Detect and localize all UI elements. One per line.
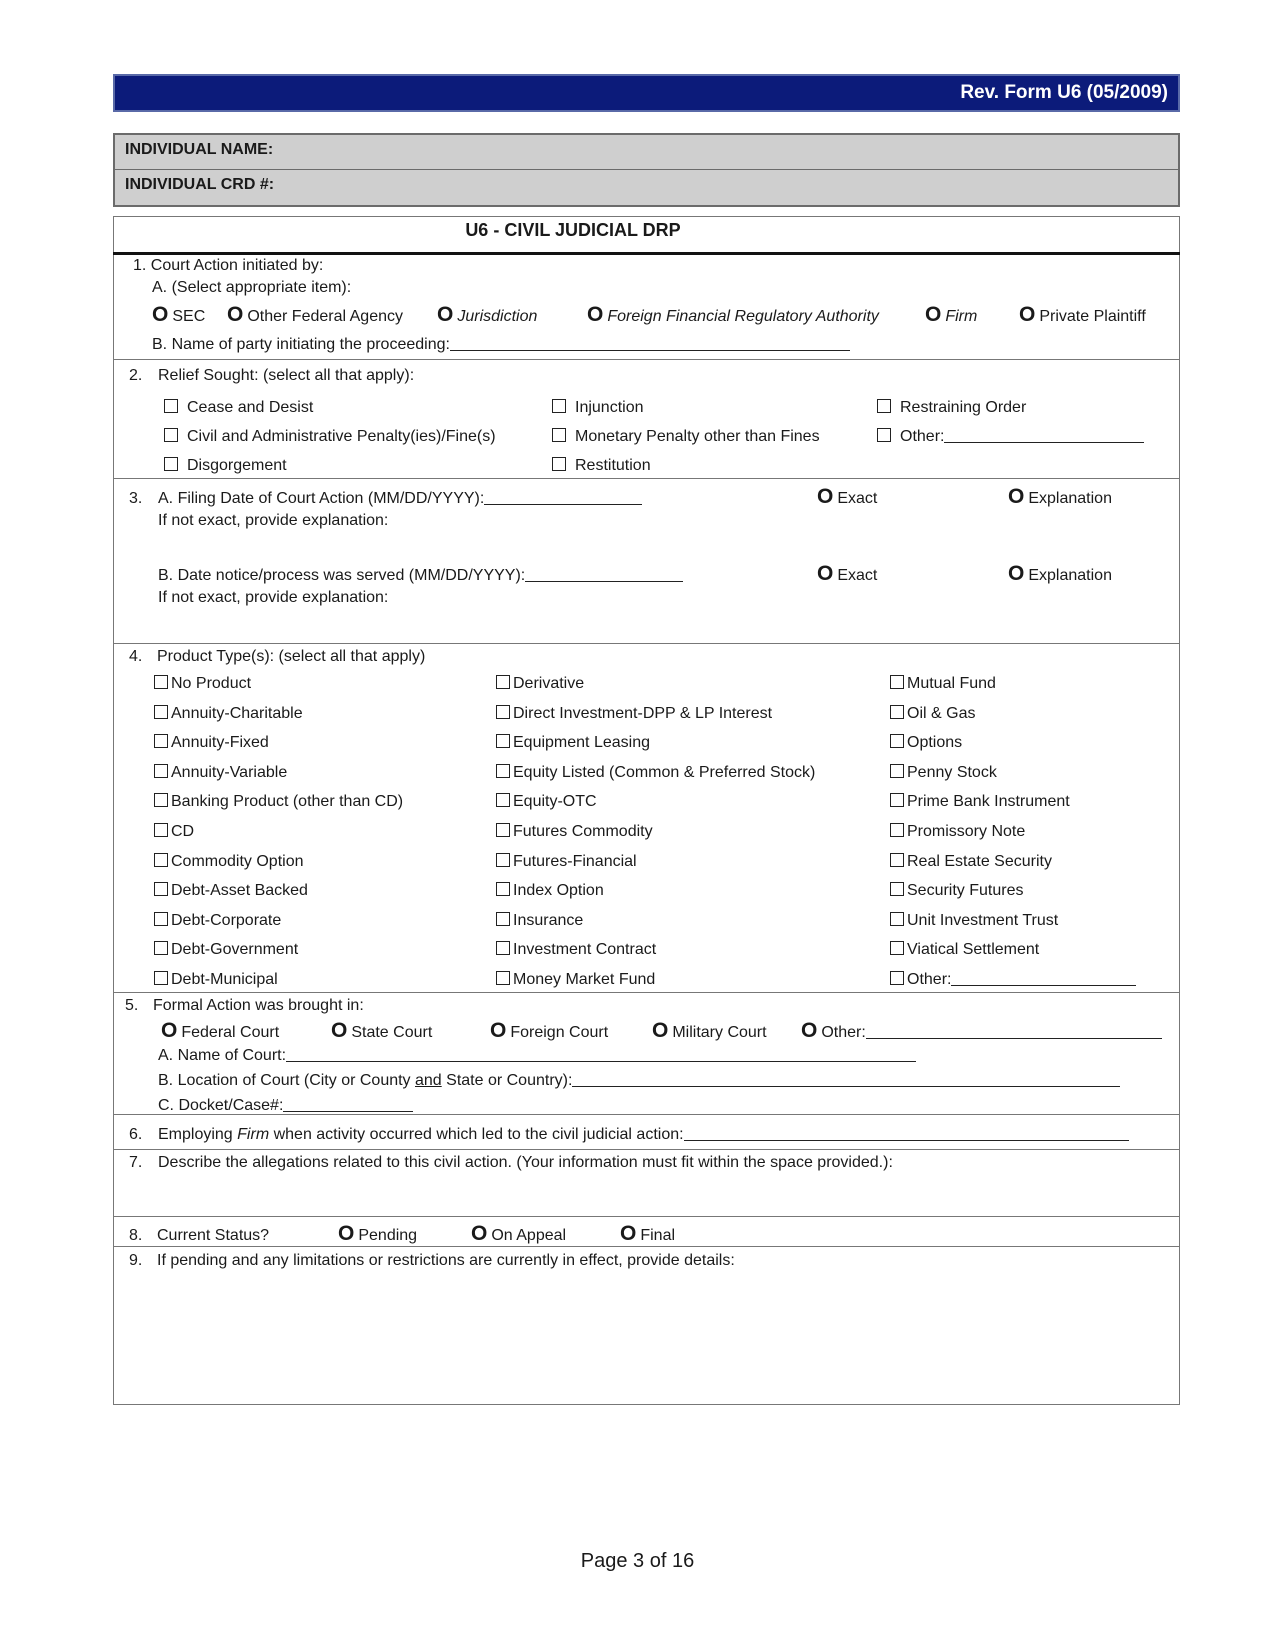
radio-label: Foreign Financial Regulatory Authority — [607, 308, 879, 325]
product-checkbox[interactable] — [154, 853, 304, 871]
radio-foreign-financial-regulatory-authority[interactable] — [587, 303, 879, 327]
checkbox-icon — [496, 705, 510, 719]
radio-label: Explanation — [1028, 567, 1112, 584]
checkbox-restraining-order[interactable] — [877, 399, 1026, 417]
radio-filing-explanation[interactable] — [1008, 485, 1112, 509]
radio-label: Private Plaintiff — [1039, 308, 1146, 325]
checkbox-icon — [154, 853, 168, 867]
q1-label: 1. Court Action initiated by: — [133, 257, 324, 274]
checkbox-label: Index Option — [513, 882, 604, 899]
product-checkbox[interactable] — [890, 941, 1039, 959]
checkbox-icon — [877, 428, 891, 442]
court-name-label: A. Name of Court: — [158, 1047, 287, 1064]
checkbox-icon — [890, 705, 904, 719]
radio-label: Firm — [945, 308, 978, 325]
q7-label: Describe the allegations related to this civil action. (Your information must fit within the space provided.): — [158, 1154, 893, 1171]
q6-label-firm: Firm — [237, 1126, 270, 1143]
q8-label: Current Status? — [157, 1227, 270, 1244]
radio-icon: O — [227, 303, 244, 326]
checkbox-label: Restitution — [575, 457, 651, 474]
checkbox-label: Commodity Option — [171, 853, 304, 870]
checkbox-label: Investment Contract — [513, 941, 657, 958]
radio-label: Exact — [837, 490, 878, 507]
allegations-textarea[interactable] — [118, 1178, 1173, 1212]
product-checkbox[interactable] — [890, 734, 962, 752]
product-checkbox[interactable] — [154, 734, 269, 752]
checkbox-icon — [496, 823, 510, 837]
product-checkbox[interactable] — [890, 971, 1136, 989]
radio-icon: O — [620, 1222, 637, 1245]
checkbox-icon — [496, 764, 510, 778]
radio-icon: O — [817, 485, 834, 508]
checkbox-label: Mutual Fund — [907, 675, 996, 692]
checkbox-label: Promissory Note — [907, 823, 1026, 840]
checkbox-icon — [496, 793, 510, 807]
radio-label: Jurisdiction — [457, 308, 538, 325]
checkbox-icon — [154, 941, 168, 955]
q5-label: Formal Action was brought in: — [153, 997, 364, 1014]
form-revision: Rev. Form U6 (05/2009) — [960, 82, 1168, 103]
checkbox-icon — [890, 764, 904, 778]
checkbox-icon — [877, 399, 891, 413]
radio-icon: O — [801, 1019, 818, 1042]
section-title: U6 - CIVIL JUDICIAL DRP — [465, 220, 681, 240]
checkbox-icon — [890, 675, 904, 689]
checkbox-label: Banking Product (other than CD) — [171, 793, 404, 810]
checkbox-label: Annuity-Variable — [171, 764, 288, 781]
radio-served-explanation[interactable] — [1008, 562, 1112, 586]
served-date-explain-label: If not exact, provide explanation: — [158, 589, 389, 606]
checkbox-label: Equity Listed (Common & Preferred Stock) — [513, 764, 816, 781]
court-location-label-pre: B. Location of Court (City or County — [158, 1072, 415, 1089]
radio-pending[interactable] — [338, 1222, 417, 1246]
checkbox-label: Debt-Corporate — [171, 912, 282, 929]
checkbox-label: Other: — [907, 971, 952, 988]
product-checkbox[interactable] — [496, 734, 650, 752]
restrictions-textarea[interactable] — [118, 1276, 1173, 1400]
radio-icon: O — [925, 303, 942, 326]
individual-crd-label: INDIVIDUAL CRD #: — [125, 176, 275, 193]
product-checkbox[interactable] — [154, 941, 298, 959]
q7-number: 7. — [129, 1154, 143, 1171]
court-location-field[interactable] — [572, 1072, 1120, 1087]
radio-private-plaintiff[interactable] — [1019, 303, 1146, 327]
radio-icon: O — [471, 1222, 488, 1245]
radio-label: Explanation — [1028, 490, 1112, 507]
product-checkbox[interactable] — [154, 705, 303, 723]
radio-firm[interactable] — [925, 303, 977, 327]
form-header-band — [113, 74, 1180, 112]
radio-sec[interactable] — [152, 303, 205, 327]
checkbox-icon — [154, 675, 168, 689]
radio-label: Federal Court — [181, 1024, 280, 1041]
checkbox-label: Security Futures — [907, 882, 1024, 899]
checkbox-icon — [552, 399, 566, 413]
checkbox-restitution[interactable] — [552, 457, 651, 475]
checkbox-label: Debt-Municipal — [171, 971, 278, 988]
checkbox-label: Annuity-Charitable — [171, 705, 303, 722]
product-other-field[interactable] — [951, 971, 1136, 986]
radio-icon: O — [331, 1019, 348, 1042]
court-name-field[interactable] — [286, 1047, 916, 1062]
checkbox-icon — [164, 457, 178, 471]
product-checkbox[interactable] — [496, 793, 597, 811]
checkbox-icon — [496, 971, 510, 985]
q6-label-pre: Employing — [158, 1126, 238, 1143]
checkbox-icon — [154, 882, 168, 896]
q9-label: If pending and any limitations or restrictions are currently in effect, provide details: — [157, 1252, 735, 1269]
checkbox-icon — [552, 428, 566, 442]
divider — [113, 992, 1180, 993]
checkbox-icon — [154, 912, 168, 926]
product-checkbox[interactable] — [154, 823, 194, 841]
checkbox-label: Real Estate Security — [907, 853, 1052, 870]
checkbox-icon — [552, 457, 566, 471]
checkbox-label: Disgorgement — [187, 457, 287, 474]
page-number: Page 3 of 16 — [580, 1550, 695, 1572]
radio-icon: O — [652, 1019, 669, 1042]
checkbox-label: Annuity-Fixed — [171, 734, 269, 751]
divider — [113, 1149, 1180, 1150]
checkbox-icon — [154, 764, 168, 778]
checkbox-label: Options — [907, 734, 963, 751]
divider — [113, 359, 1180, 360]
radio-icon: O — [437, 303, 454, 326]
radio-label: Other: — [821, 1024, 866, 1041]
checkbox-label: Equity-OTC — [513, 793, 597, 810]
radio-federal-court[interactable] — [161, 1019, 279, 1043]
radio-military-court[interactable] — [652, 1019, 767, 1043]
radio-label: Other Federal Agency — [247, 308, 403, 325]
product-checkbox[interactable] — [154, 793, 403, 811]
radio-on-appeal[interactable] — [471, 1222, 566, 1246]
radio-icon: O — [587, 303, 604, 326]
radio-state-court[interactable] — [331, 1019, 432, 1043]
product-checkbox[interactable] — [154, 675, 251, 693]
divider — [113, 1246, 1180, 1247]
docket-field[interactable] — [283, 1097, 413, 1112]
product-checkbox[interactable] — [890, 882, 1023, 900]
served-date-label: B. Date notice/process was served (MM/DD/YYYY): — [158, 567, 526, 584]
checkbox-icon — [890, 734, 904, 748]
checkbox-label: Penny Stock — [907, 764, 997, 781]
divider — [113, 1216, 1180, 1217]
radio-label: On Appeal — [491, 1227, 567, 1244]
q3-number: 3. — [129, 490, 143, 507]
individual-name-label: INDIVIDUAL NAME: — [125, 141, 274, 158]
checkbox-label: Derivative — [513, 675, 585, 692]
filing-date-explain-label: If not exact, provide explanation: — [158, 512, 389, 529]
checkbox-icon — [154, 971, 168, 985]
product-checkbox[interactable] — [496, 853, 637, 871]
divider — [113, 643, 1180, 644]
checkbox-label: Injunction — [575, 399, 644, 416]
checkbox-relief-other[interactable] — [877, 428, 1144, 446]
checkbox-icon — [890, 912, 904, 926]
checkbox-civil-admin-penalty[interactable] — [164, 428, 496, 446]
checkbox-icon — [164, 399, 178, 413]
court-location-label-post: State or Country): — [441, 1072, 573, 1089]
radio-icon: O — [338, 1222, 355, 1245]
q4-number: 4. — [129, 648, 143, 665]
checkbox-icon — [890, 882, 904, 896]
checkbox-label: Other: — [900, 428, 945, 445]
checkbox-label: Futures-Financial — [513, 853, 637, 870]
radio-foreign-court[interactable] — [490, 1019, 608, 1043]
checkbox-icon — [154, 734, 168, 748]
filing-date-label: A. Filing Date of Court Action (MM/DD/YYYY): — [158, 490, 485, 507]
product-checkbox[interactable] — [496, 882, 604, 900]
initiating-party-field[interactable] — [450, 336, 850, 351]
served-date-field[interactable] — [525, 567, 683, 582]
checkbox-label: Money Market Fund — [513, 971, 656, 988]
radio-filing-exact[interactable] — [817, 485, 877, 509]
product-checkbox[interactable] — [154, 764, 287, 782]
product-checkbox[interactable] — [496, 764, 815, 782]
checkbox-monetary-penalty[interactable] — [552, 428, 820, 446]
radio-icon: O — [817, 562, 834, 585]
checkbox-icon — [164, 428, 178, 442]
checkbox-disgorgement[interactable] — [164, 457, 287, 475]
court-location-label-and: and — [415, 1072, 442, 1089]
product-checkbox[interactable] — [154, 912, 281, 930]
radio-icon: O — [490, 1019, 507, 1042]
product-checkbox[interactable] — [154, 882, 308, 900]
checkbox-label: Futures Commodity — [513, 823, 653, 840]
checkbox-icon — [496, 853, 510, 867]
q3-a — [158, 490, 642, 508]
radio-label: Military Court — [672, 1024, 767, 1041]
radio-icon: O — [161, 1019, 178, 1042]
q6-number: 6. — [129, 1126, 143, 1143]
employing-firm-field[interactable] — [684, 1126, 1129, 1141]
checkbox-icon — [890, 971, 904, 985]
radio-other-federal-agency[interactable] — [227, 303, 403, 327]
checkbox-label: No Product — [171, 675, 252, 692]
q6-employing-firm — [158, 1126, 1129, 1144]
checkbox-label: Debt-Government — [171, 941, 299, 958]
product-checkbox[interactable] — [890, 793, 1070, 811]
radio-label: Final — [640, 1227, 676, 1244]
product-checkbox[interactable] — [890, 912, 1058, 930]
checkbox-label: Monetary Penalty other than Fines — [575, 428, 820, 445]
radio-final[interactable] — [620, 1222, 675, 1246]
checkbox-label: CD — [171, 823, 195, 840]
relief-other-field[interactable] — [944, 428, 1144, 443]
filing-date-field[interactable] — [484, 490, 642, 505]
radio-icon: O — [1008, 562, 1025, 585]
checkbox-icon — [496, 675, 510, 689]
q5-c — [158, 1097, 413, 1115]
product-checkbox[interactable] — [890, 675, 996, 693]
checkbox-icon — [890, 793, 904, 807]
checkbox-icon — [890, 853, 904, 867]
checkbox-label: Viatical Settlement — [907, 941, 1040, 958]
checkbox-icon — [154, 705, 168, 719]
checkbox-label: Prime Bank Instrument — [907, 793, 1070, 810]
radio-label: Foreign Court — [510, 1024, 609, 1041]
title-divider — [113, 252, 1180, 255]
q3-b — [158, 567, 683, 585]
q2-number: 2. — [129, 367, 143, 384]
radio-label: Exact — [837, 567, 878, 584]
q6-label-post: when activity occurred which led to the civil judicial action: — [269, 1126, 684, 1143]
checkbox-label: Debt-Asset Backed — [171, 882, 308, 899]
q4-label: Product Type(s): (select all that apply) — [157, 648, 426, 665]
q5-a — [158, 1047, 916, 1065]
product-checkbox[interactable] — [496, 823, 653, 841]
q9-number: 9. — [129, 1252, 143, 1269]
checkbox-label: Restraining Order — [900, 399, 1027, 416]
q8-number: 8. — [129, 1227, 143, 1244]
product-checkbox[interactable] — [496, 912, 583, 930]
radio-label: Pending — [358, 1227, 418, 1244]
checkbox-icon — [496, 882, 510, 896]
q2-label: Relief Sought: (select all that apply): — [158, 367, 415, 384]
radio-label: State Court — [351, 1024, 433, 1041]
checkbox-label: Civil and Administrative Penalty(ies)/Fine(s) — [187, 428, 496, 445]
checkbox-icon — [496, 941, 510, 955]
product-checkbox[interactable] — [496, 971, 655, 989]
checkbox-icon — [890, 823, 904, 837]
product-checkbox[interactable] — [496, 705, 772, 723]
q5-number: 5. — [125, 997, 139, 1014]
divider — [113, 478, 1180, 479]
q1-sub-b — [152, 336, 850, 354]
court-other-field[interactable] — [866, 1024, 1162, 1039]
q1-sub-b-label: B. Name of party initiating the proceeding: — [152, 336, 450, 353]
checkbox-icon — [890, 941, 904, 955]
checkbox-icon — [496, 734, 510, 748]
product-checkbox[interactable] — [890, 764, 997, 782]
checkbox-icon — [496, 912, 510, 926]
product-checkbox[interactable] — [496, 675, 584, 693]
q1-sub-a: A. (Select appropriate item): — [152, 279, 352, 296]
radio-icon: O — [152, 303, 169, 326]
product-checkbox[interactable] — [890, 853, 1052, 871]
docket-label: C. Docket/Case#: — [158, 1097, 284, 1114]
checkbox-cease-and-desist[interactable] — [164, 399, 313, 417]
individual-info-box — [113, 133, 1180, 207]
product-checkbox[interactable] — [890, 705, 975, 723]
radio-label: SEC — [172, 308, 206, 325]
radio-icon: O — [1019, 303, 1036, 326]
checkbox-label: Insurance — [513, 912, 584, 929]
checkbox-icon — [154, 823, 168, 837]
checkbox-label: Equipment Leasing — [513, 734, 650, 751]
radio-jurisdiction[interactable] — [437, 303, 537, 327]
product-checkbox[interactable] — [154, 971, 278, 989]
checkbox-label: Oil & Gas — [907, 705, 976, 722]
q5-b — [158, 1072, 1120, 1090]
checkbox-label: Unit Investment Trust — [907, 912, 1059, 929]
product-checkbox[interactable] — [496, 941, 656, 959]
checkbox-label: Cease and Desist — [187, 399, 314, 416]
checkbox-icon — [154, 793, 168, 807]
product-checkbox[interactable] — [890, 823, 1025, 841]
radio-icon: O — [1008, 485, 1025, 508]
radio-court-other[interactable] — [801, 1019, 1162, 1043]
checkbox-label: Direct Investment-DPP & LP Interest — [513, 705, 773, 722]
checkbox-injunction[interactable] — [552, 399, 644, 417]
radio-served-exact[interactable] — [817, 562, 877, 586]
